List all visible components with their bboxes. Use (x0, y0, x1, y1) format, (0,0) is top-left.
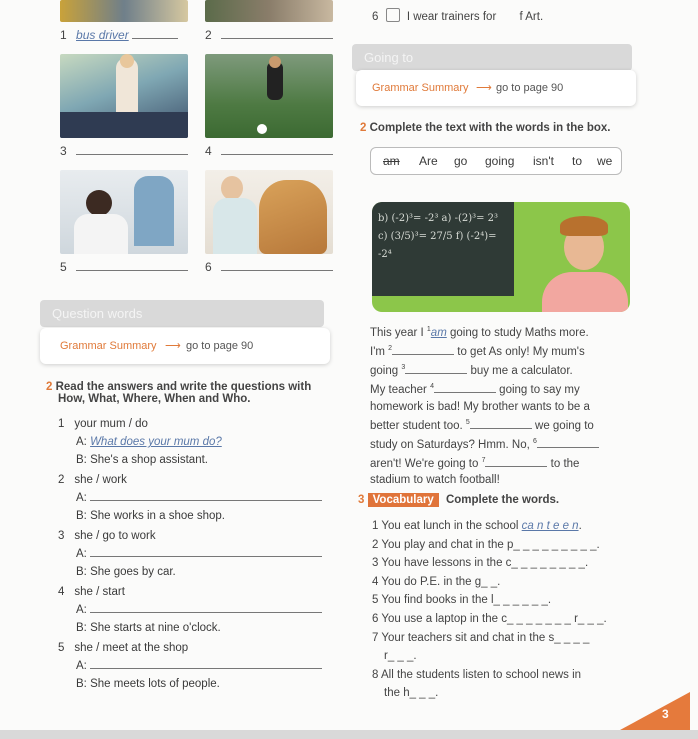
q3-b-text: She goes by car. (90, 566, 176, 578)
vocab-5-text: You find books in the (381, 594, 491, 607)
vocab-3-end: . (584, 557, 589, 570)
item-2 (205, 28, 333, 42)
vocab-4-text: You do P.E. in the (381, 575, 475, 588)
text-line-3 (370, 360, 640, 379)
arrow-right-icon: ⟶ (476, 82, 492, 94)
word-we: we (597, 154, 613, 168)
boy-shirt (542, 272, 628, 312)
gap-1-number: 1 (426, 326, 431, 333)
question-list (58, 418, 338, 698)
vocab-2-gap[interactable]: p_ _ _ _ _ _ _ _ _ (506, 538, 597, 551)
q4-a-label: A: (76, 604, 87, 616)
gapfill-text (370, 322, 640, 488)
vocab-6-end: . (603, 612, 607, 625)
line2-pre: I'm (370, 345, 389, 358)
q3-b (58, 566, 338, 586)
q3-b-label: B: (76, 566, 87, 578)
gap-6-number: 6 (532, 437, 537, 445)
line6-pre: better student too. (370, 419, 466, 432)
q4-b (58, 622, 338, 642)
vocab-4-gap[interactable]: g_ _ (474, 575, 498, 588)
q2-prompt (58, 474, 338, 492)
vocab-2-number: 2 (372, 538, 379, 551)
item-4 (205, 144, 333, 158)
vocab-item-7-cont (372, 647, 652, 666)
grammar-summary-right[interactable] (356, 70, 636, 106)
vocab-7-number: 7 (372, 631, 379, 644)
line7-pre: study on Saturdays? Hmm. No, (370, 438, 533, 451)
vocab-1-end: . (578, 520, 582, 532)
vocab-item-3 (372, 554, 652, 573)
right-top-item-option: f Art. (519, 11, 544, 23)
item-2-line (221, 38, 333, 39)
page-bottom-edge (0, 730, 698, 739)
vocab-3-gap[interactable]: c_ _ _ _ _ _ _ _ (505, 557, 585, 570)
item-1-line (132, 38, 178, 39)
q1-b-label: B: (76, 454, 87, 466)
grammar-summary-left[interactable] (40, 328, 330, 364)
word-am: am (383, 154, 400, 168)
grammar-summary-page: go to page 90 (186, 340, 254, 352)
exercise-3-instructions (358, 494, 559, 506)
boy-hair (560, 216, 608, 236)
vocab-2-end: . (596, 538, 600, 551)
vocab-8-number: 8 (372, 668, 379, 681)
vocab-7-gap-2[interactable]: r_ _ _ (384, 650, 414, 663)
line3-post: buy me a calculator. (467, 365, 573, 378)
item-3-number: 3 (60, 144, 67, 158)
line2-post: to get As only! My mum's (454, 345, 585, 358)
q3-prompt-text: she / go to work (74, 530, 156, 542)
q2-prompt-text: she / work (74, 474, 127, 486)
item-1-number: 1 (60, 28, 67, 42)
q4-number: 4 (58, 586, 65, 598)
line1-post: going to study Maths more. (446, 326, 589, 339)
q5-b-text: She meets lots of people. (90, 678, 220, 690)
vocab-1-text: You eat lunch in the school (381, 520, 522, 532)
line4-pre: My teacher (370, 384, 431, 397)
word-going: going (485, 154, 515, 168)
q1-b-text: She's a shop assistant. (90, 454, 208, 466)
word-isnt: isn't (533, 154, 554, 168)
line5-text: homework is bad! My brother wants to be a (370, 400, 590, 413)
exercise-3-text: Complete the words. (445, 494, 560, 506)
vocab-5-gap[interactable]: l_ _ _ _ _ _ (490, 594, 548, 607)
q4-a (58, 604, 338, 622)
gap-7-number: 7 (481, 457, 486, 465)
right-exercise-2-instructions (360, 122, 611, 134)
vocab-5-end: . (547, 594, 552, 607)
gap-6[interactable] (537, 447, 599, 448)
line8-pre: aren't! We're going to (370, 457, 482, 470)
q5-b-label: B: (76, 678, 87, 690)
line3-pre: going (370, 365, 402, 378)
q4-prompt-text: she / start (74, 586, 125, 598)
line8-post: to the (547, 457, 580, 470)
page-number: 3 (662, 707, 669, 721)
vocab-7-end: . (413, 650, 417, 663)
q5-number: 5 (58, 642, 65, 654)
item-5-number: 5 (60, 260, 67, 274)
q1-a-answer: What does your mum do? (90, 436, 222, 448)
blackboard-text: b) (-2)³= -2³ a) -(2)³= 2³ c) (3/5)³= 27/5 f) (-2⁴)= -2⁴ (378, 213, 499, 260)
answer-checkbox[interactable] (386, 8, 400, 22)
text-line-6 (370, 415, 640, 434)
vocab-1-number: 1 (372, 520, 379, 532)
q2-a-label: A: (76, 492, 87, 504)
text-line-5 (370, 399, 640, 415)
q4-a-line[interactable] (90, 612, 322, 613)
gap-3[interactable] (405, 373, 467, 374)
gap-2[interactable] (392, 354, 454, 355)
q1-a (58, 436, 338, 454)
vocab-6-number: 6 (372, 612, 379, 625)
text-line-4 (370, 379, 640, 398)
word-to: to (572, 154, 583, 168)
gap-4-number: 4 (430, 383, 434, 391)
text-line-1 (370, 322, 640, 341)
line4-post: going to say my (495, 384, 580, 397)
gap-1-answer: am (430, 326, 447, 339)
vocab-item-6 (372, 610, 652, 629)
exercise-2-text-line1: Read the answers and write the questions with (55, 381, 312, 393)
q1-b (58, 454, 338, 474)
q4-prompt (58, 586, 338, 604)
vocab-item-5 (372, 591, 652, 610)
exercise-3-number: 3 (358, 494, 365, 506)
line6-post: we going to (531, 419, 594, 432)
q1-a-label: A: (76, 436, 87, 448)
arrow-right-icon: ⟶ (165, 340, 181, 352)
right-top-item-number: 6 (372, 11, 379, 23)
q1-prompt (58, 418, 338, 436)
grammar-summary-right-label: Grammar Summary (372, 82, 469, 94)
q2-a (58, 492, 338, 510)
text-line-9 (370, 472, 640, 488)
q2-b-text: She works in a shoe shop. (90, 510, 225, 522)
q5-b (58, 678, 338, 698)
q3-a-label: A: (76, 548, 87, 560)
q4-b-text: She starts at nine o'clock. (90, 622, 221, 634)
vocab-item-8 (372, 666, 652, 685)
blackboard (372, 202, 514, 296)
item-5 (60, 260, 188, 274)
photo-doctor-patient (60, 170, 188, 254)
text-line-7 (370, 434, 640, 453)
exercise-2-instructions (46, 381, 311, 405)
line9-text: stadium to watch football! (370, 474, 500, 487)
vocab-8-gap[interactable]: h_ _ _ (403, 687, 436, 700)
word-go: go (454, 154, 468, 168)
gap-3-number: 3 (401, 364, 406, 372)
right-exercise-2-text: Complete the text with the words in the box. (369, 122, 611, 134)
q1-prompt-text: your mum / do (74, 418, 148, 430)
item-1-answer: bus driver (76, 28, 129, 42)
item-5-line (76, 270, 188, 271)
q5-a-label: A: (76, 660, 87, 672)
vocab-item-2 (372, 536, 652, 555)
photo-boy-blackboard (372, 202, 630, 312)
vocab-item-4 (372, 573, 652, 592)
item-3 (60, 144, 188, 158)
exercise-2-text-line2: How, What, Where, When and Who. (58, 393, 251, 405)
item-6 (205, 260, 333, 274)
exercise-2-number: 2 (46, 381, 53, 393)
vocab-item-7 (372, 629, 652, 648)
photo-vet-dog (205, 170, 333, 254)
gap-7[interactable] (485, 466, 547, 467)
vocab-8-text: All the students listen to school news in (380, 668, 582, 681)
vocab-item-8-cont (372, 684, 652, 703)
vocab-8-text-2: the (384, 687, 404, 700)
gap-4[interactable] (434, 392, 496, 393)
q1-number: 1 (58, 418, 65, 430)
grammar-summary-label: Grammar Summary (60, 340, 157, 352)
q3-a (58, 548, 338, 566)
vocab-7-text: Your teachers sit and chat in the (381, 631, 549, 644)
vocabulary-badge: Vocabulary (368, 493, 439, 507)
item-1 (60, 28, 178, 42)
gap-2-number: 2 (388, 345, 393, 353)
vocab-list (372, 517, 652, 703)
q3-prompt (58, 530, 338, 548)
text-line-8 (370, 453, 640, 472)
vocab-8-end: . (435, 687, 439, 700)
vocab-4-number: 4 (372, 575, 379, 588)
vocab-2-text: You play and chat in the (381, 538, 507, 551)
vocab-1-answer: ca n t e e n (521, 520, 579, 532)
item-4-number: 4 (205, 144, 212, 158)
right-top-item-text: I wear trainers for (406, 11, 497, 23)
q2-a-line[interactable] (90, 500, 322, 501)
photo-2 (205, 0, 333, 22)
vocab-7-gap[interactable]: s_ _ _ _ (548, 631, 590, 644)
right-top-item (372, 8, 543, 23)
vocab-6-gap[interactable]: c_ _ _ _ _ _ _ r_ _ _ (501, 612, 604, 625)
grammar-summary-right-page: go to page 90 (496, 82, 564, 94)
q4-b-label: B: (76, 622, 87, 634)
word-are: Are (419, 154, 438, 168)
text-line-2 (370, 341, 640, 360)
going-to-header: Going to (352, 44, 632, 71)
line1-pre: This year I (370, 326, 427, 339)
q5-prompt (58, 642, 338, 660)
q5-a (58, 660, 338, 678)
gap-5[interactable] (470, 428, 532, 429)
vocab-6-text: You use a laptop in the (381, 612, 502, 625)
q3-a-line[interactable] (90, 556, 322, 557)
q2-b (58, 510, 338, 530)
item-3-line (76, 154, 188, 155)
right-exercise-2-number: 2 (360, 122, 367, 134)
photo-footballer (205, 54, 333, 138)
item-4-line (221, 154, 333, 155)
vocab-item-1 (372, 517, 652, 536)
vocab-4-end: . (497, 575, 501, 588)
q2-b-label: B: (76, 510, 87, 522)
gap-5-number: 5 (465, 418, 470, 426)
vocab-3-text: You have lessons in the (381, 557, 506, 570)
q5-a-line[interactable] (90, 668, 322, 669)
item-6-number: 6 (205, 260, 212, 274)
item-2-number: 2 (205, 28, 212, 42)
question-words-header: Question words (40, 300, 324, 327)
q5-prompt-text: she / meet at the shop (74, 642, 189, 654)
q3-number: 3 (58, 530, 65, 542)
photo-bus-driver (60, 0, 188, 22)
photo-teacher-classroom (60, 54, 188, 138)
vocab-3-number: 3 (372, 557, 379, 570)
q2-number: 2 (58, 474, 65, 486)
vocab-5-number: 5 (372, 594, 379, 607)
word-box (370, 147, 622, 175)
item-6-line (221, 270, 333, 271)
